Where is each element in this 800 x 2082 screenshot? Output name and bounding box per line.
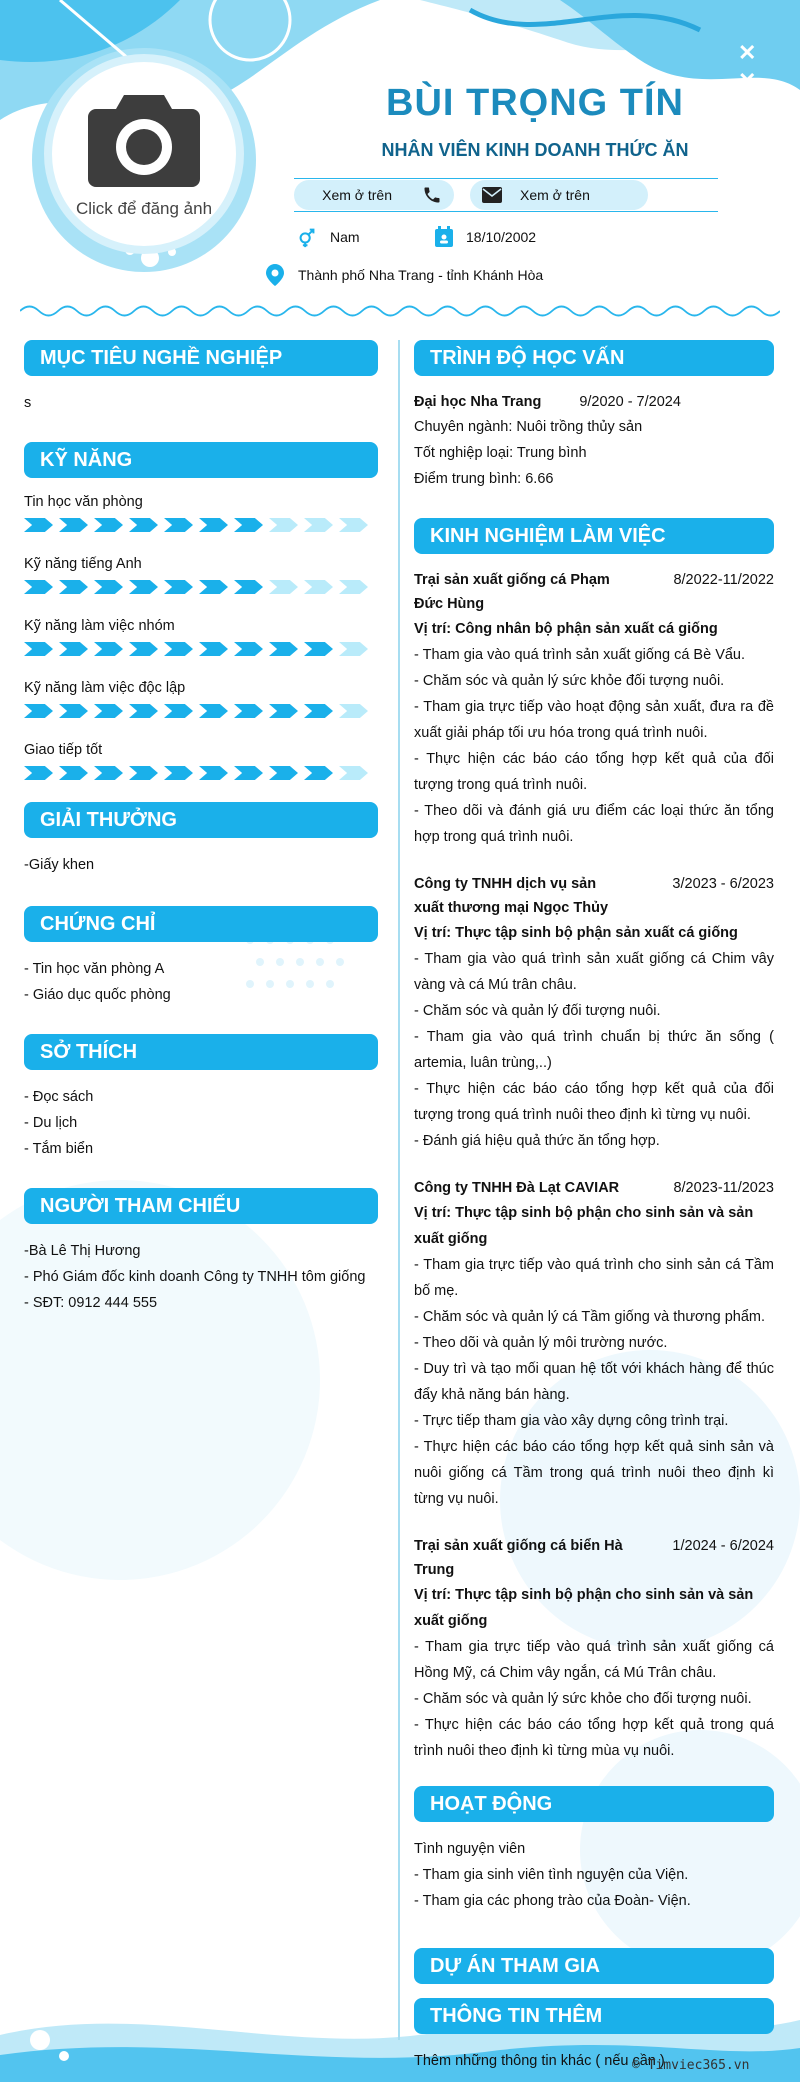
skill-level-chevron [269,642,298,656]
activity-line: - Tham gia sinh viên tình nguyện của Viện. [414,1867,689,1883]
skill-level-chevron [24,518,53,532]
references-title: NGƯỜI THAM CHIẾU [24,1188,378,1224]
job-entry [414,1176,774,1512]
skill-level-chevron [234,704,263,718]
skill-level-chevron [339,518,368,532]
gender-info [296,226,360,248]
location-icon [266,264,284,286]
candidate-name: BÙI TRỌNG TÍN [386,82,684,124]
skill-level-chevron [234,766,263,780]
job-duty: - Thực hiện các báo cáo tổng hợp kết quả của đối tượng trong quá trình nuôi theo định kì từng vụ nuôi. [414,1081,774,1123]
skill-level-chevron [24,580,53,594]
skill-level-chevron [129,642,158,656]
skill-level-chevron [24,704,53,718]
birthday-info [434,226,536,248]
email-text: Xem ở trên [520,187,590,203]
job-duty: - Thực hiện các báo cáo tổng hợp kết quả của đối tượng trong quá trình nuôi. [414,751,774,793]
skill-level-chevron [269,766,298,780]
job-date: 3/2023 - 6/2023 [672,876,774,892]
skill-level-chevron [199,642,228,656]
skill-level-chevron [304,518,333,532]
job-duty: - Theo dõi và quản lý môi trường nước. [414,1335,668,1351]
skill-level-chevron [234,642,263,656]
job-duty: - Thực hiện các báo cáo tổng hợp kết quả trong quá trình nuôi theo định kì từng mùa vụ nuôi. [414,1717,774,1759]
skill-name: Tin học văn phòng [24,494,143,510]
skill-level-chevron [94,580,123,594]
skill-level-chevron [94,518,123,532]
awards-title: GIẢI THƯỞNG [24,802,378,838]
left-column [24,340,378,1316]
job-duty: - Tham gia vào quá trình sản xuất giống cá Bè Vẩu. [414,647,746,663]
hobbies-title: SỞ THÍCH [24,1034,378,1070]
skill-level-chevron [129,518,158,532]
skill-name: Kỹ năng tiếng Anh [24,556,142,572]
job-duty: - Trực tiếp tham gia vào xây dựng công trình trại. [414,1413,729,1429]
job-position: Vị trí: Thực tập sinh bộ phận cho sinh sản và sản xuất giống [414,1205,754,1247]
skill-level-chevron [59,642,88,656]
skill-level-chevron [199,518,228,532]
skill-level-bar [24,518,378,534]
skill-level-chevron [304,766,333,780]
job-entry [414,1534,774,1764]
skill-name: Kỹ năng làm việc nhóm [24,618,175,634]
watermark: © Timviec365.vn [632,2058,750,2073]
job-duty: - Tham gia vào quá trình chuẩn bị thức ăn sống ( artemia, luân trùng,..) [414,1029,774,1071]
skill-name: Kỹ năng làm việc độc lập [24,680,186,696]
hobby-item: - Tắm biển [24,1141,94,1157]
job-date: 8/2023-11/2023 [673,1180,774,1196]
email-field[interactable] [470,180,648,210]
job-duty: - Đánh giá hiệu quả thức ăn tổng hợp. [414,1133,660,1149]
experience-list [414,568,774,1764]
job-duty: - Chăm sóc và quản lý sức khỏe cho đối tượng nuôi. [414,1691,752,1707]
skill-name: Giao tiếp tốt [24,742,103,758]
skill-level-bar [24,704,378,720]
skill-level-chevron [164,642,193,656]
skill-level-chevron [339,580,368,594]
job-header [414,1176,774,1200]
skill-level-chevron [24,766,53,780]
skill-level-chevron [304,580,333,594]
skill-level-chevron [24,642,53,656]
skill-level-chevron [199,704,228,718]
skill-level-chevron [59,704,88,718]
projects-title: DỰ ÁN THAM GIA [414,1948,774,1984]
skill-level-chevron [129,580,158,594]
skill-level-chevron [59,766,88,780]
certificates-title: CHỨNG CHỈ [24,906,378,942]
job-header [414,872,774,920]
job-position: Vị trí: Công nhân bộ phận sản xuất cá giống [414,621,718,637]
close-icon[interactable]: ✕ [738,68,757,93]
skill-level-chevron [94,766,123,780]
close-icon[interactable]: ✕ [738,40,757,65]
education-line: Tốt nghiệp loại: Trung bình [414,445,587,461]
objective-text: s [24,395,32,411]
job-duty: - Theo dõi và đánh giá ưu điểm các loại thức ăn tổng hợp trong quá trình nuôi. [414,803,774,845]
skill-level-chevron [304,704,333,718]
wave-divider [20,302,780,320]
skill-level-chevron [129,766,158,780]
skill-level-chevron [129,704,158,718]
certificate-item: - Giáo dục quốc phòng [24,987,171,1003]
hobby-item: - Du lịch [24,1115,78,1131]
skill-level-chevron [94,642,123,656]
activity-line: Tình nguyện viên [414,1841,526,1857]
company-name: Trại sản xuất giống cá biển Hà Trung [414,1538,623,1578]
company-name: Công ty TNHH dịch vụ sản xuất thương mại Ngọc Thủy [414,876,609,916]
skill-level-chevron [339,704,368,718]
skill-level-chevron [59,580,88,594]
skills-list [24,492,378,782]
school-name: Đại học Nha Trang [414,394,542,410]
job-duty: - Tham gia trực tiếp vào quá trình sản xuất giống cá Hồng Mỹ, cá Chim vây ngắn, cá Mú Trân châu. [414,1639,774,1681]
activities-title: HOẠT ĐỘNG [414,1786,774,1822]
skill-level-chevron [199,766,228,780]
camera-icon [86,89,202,189]
birthday-value: 18/10/2002 [466,229,537,245]
more-info-title: THÔNG TIN THÊM [414,1998,774,2034]
job-entry [414,872,774,1154]
job-header [414,568,774,616]
skill-level-chevron [339,766,368,780]
education-date: 9/2020 - 7/2024 [579,394,681,410]
job-duty: - Duy trì và tạo mối quan hệ tốt với khách hàng để thúc đẩy khả năng bán hàng. [414,1361,774,1403]
activity-line: - Tham gia các phong trào của Đoàn- Viện. [414,1893,691,1909]
job-duty: - Tham gia vào quá trình sản xuất giống cá Chim vây vàng và cá Mú trân châu. [414,951,774,993]
avatar-upload[interactable] [44,54,244,254]
job-duty: - Tham gia trực tiếp vào hoạt động sản xuất, đưa ra đề xuất giải pháp tối ưu hóa trong quá trình nuôi. [414,699,774,741]
phone-field[interactable] [294,180,454,210]
skill-level-chevron [199,580,228,594]
address-info [266,264,543,286]
job-duty: - Tham gia trực tiếp vào quá trình cho sinh sản cá Tầm bố mẹ. [414,1257,774,1299]
education-line: Điểm trung bình: 6.66 [414,471,554,487]
job-duty: - Chăm sóc và quản lý sức khỏe đối tượng nuôi. [414,673,725,689]
column-divider [398,340,400,2040]
skill-level-chevron [59,518,88,532]
job-header [414,1534,774,1582]
skill-level-chevron [304,642,333,656]
calendar-icon [434,226,454,248]
reference-line: - SĐT: 0912 444 555 [24,1295,158,1311]
address-value: Thành phố Nha Trang - tỉnh Khánh Hòa [298,267,544,283]
mail-icon [482,187,502,203]
education-header [414,390,774,414]
skill-level-chevron [234,580,263,594]
reference-line: -Bà Lê Thị Hương [24,1243,141,1259]
awards-line: -Giấy khen [24,857,95,873]
skill-level-chevron [339,642,368,656]
objective-title: MỤC TIÊU NGHỀ NGHIỆP [24,340,378,376]
skill-level-chevron [269,580,298,594]
more-info-line: Thêm những thông tin khác ( nếu cần ) [414,2053,665,2069]
experience-title: KINH NGHIỆM LÀM VIỆC [414,518,774,554]
gender-value: Nam [330,229,360,245]
skill-level-chevron [94,704,123,718]
job-entry [414,568,774,850]
right-column [414,340,774,2074]
company-name: Trại sản xuất giống cá Phạm Đức Hùng [414,572,610,612]
skill-level-bar [24,580,378,596]
skill-level-chevron [164,766,193,780]
photo-upload-label: Click để đăng ảnh [75,199,213,218]
job-duty: - Chăm sóc và quản lý đối tượng nuôi. [414,1003,661,1019]
job-duty: - Thực hiện các báo cáo tổng hợp kết quả sinh sản và nuôi giống cá Tầm trong quá trình nuôi theo định kì từng vụ nuôi. [414,1439,774,1507]
close-icon[interactable]: ✕ [738,96,757,121]
job-title: NHÂN VIÊN KINH DOANH THỨC ĂN [381,140,689,160]
skill-level-chevron [234,518,263,532]
skill-level-chevron [164,580,193,594]
job-date: 8/2022-11/2022 [673,572,774,588]
reference-line: - Phó Giám đốc kinh doanh Công ty TNHH tôm giống [24,1269,366,1285]
education-line: Chuyên ngành: Nuôi trồng thủy sản [414,419,643,435]
education-title: TRÌNH ĐỘ HỌC VẤN [414,340,774,376]
certificate-item: - Tin học văn phòng A [24,961,165,977]
skill-level-bar [24,642,378,658]
gender-icon [296,226,318,248]
skill-level-bar [24,766,378,782]
skill-level-chevron [269,518,298,532]
job-duty: - Chăm sóc và quản lý cá Tầm giống và thương phẩm. [414,1309,766,1325]
company-name: Công ty TNHH Đà Lạt CAVIAR [414,1180,620,1196]
skill-level-chevron [164,704,193,718]
skills-title: KỸ NĂNG [24,442,378,478]
job-date: 1/2024 - 6/2024 [672,1538,774,1554]
phone-text: Xem ở trên [322,187,392,203]
skill-level-chevron [164,518,193,532]
job-position: Vị trí: Thực tập sinh bộ phận cho sinh sản và sản xuất giống [414,1587,754,1629]
phone-icon [422,185,442,205]
skill-level-chevron [269,704,298,718]
hobby-item: - Đọc sách [24,1089,94,1105]
job-position: Vị trí: Thực tập sinh bộ phận sản xuất cá giống [414,925,738,941]
